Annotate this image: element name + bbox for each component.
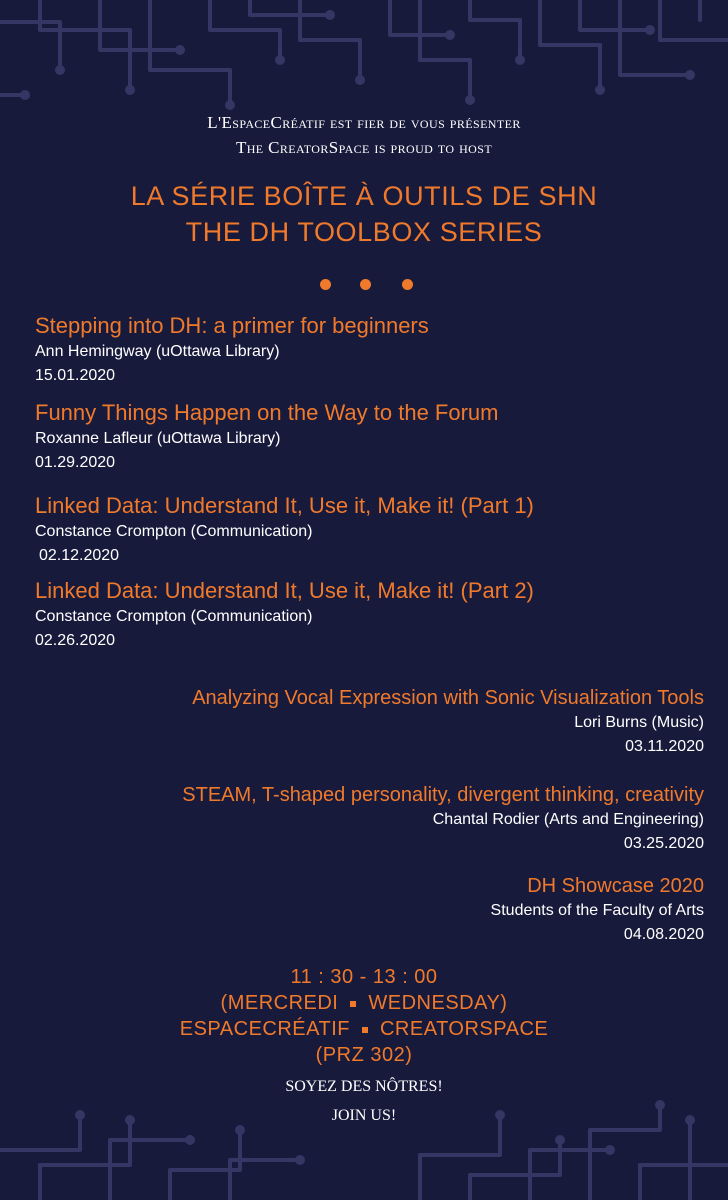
session-speaker: Constance Crompton (Communication) [35,608,313,625]
square-bullet-icon [350,1001,356,1007]
session-speaker: Lori Burns (Music) [574,714,704,731]
event-details [0,964,728,1068]
join-us-fr: SOYEZ DES NÔTRES! [285,1078,443,1095]
session-title: Funny Things Happen on the Way to the Forum [35,400,499,425]
intro-line-fr: L'EspaceCréatif est fier de vous présenter [207,113,521,132]
event-day-fr: (MERCREDI [220,992,339,1014]
separator-dots [316,279,416,291]
session-title: Linked Data: Understand It, Use it, Make it! (Part 1) [35,493,534,518]
session-date: 03.25.2020 [623,835,704,852]
dot-icon [320,279,331,290]
session-date: 04.08.2020 [623,926,704,943]
event-place [0,1016,728,1042]
event-place-en: CREATORSPACE [379,1018,549,1040]
join-us-en: JOIN US! [331,1107,397,1124]
session-date: 03.11.2020 [625,738,704,755]
session-speaker: Roxanne Lafleur (uOttawa Library) [35,430,281,447]
event-time: 11 : 30 - 13 : 00 [290,966,438,988]
session-speaker: Students of the Faculty of Arts [490,902,704,919]
session-date: 02.26.2020 [35,632,116,649]
session-date: 01.29.2020 [35,454,116,471]
event-day [0,990,728,1016]
session-speaker: Constance Crompton (Communication) [35,523,313,540]
session-title: Analyzing Vocal Expression with Sonic Visualization Tools [192,687,704,709]
session-speaker: Chantal Rodier (Arts and Engineering) [432,811,704,828]
intro-line-en: The CreatorSpace is proud to host [235,138,493,157]
join-us [0,1072,728,1130]
session-item [192,685,704,759]
session-title: DH Showcase 2020 [527,875,704,897]
session-speaker: Ann Hemingway (uOttawa Library) [35,343,280,360]
session-item [35,577,534,653]
session-title: STEAM, T-shaped personality, divergent thinking, creativity [182,784,704,806]
session-title: Linked Data: Understand It, Use it, Make it! (Part 2) [35,578,534,603]
dot-icon [360,279,371,290]
session-item [35,312,429,388]
square-bullet-icon [362,1027,368,1033]
session-item [182,782,704,856]
event-place-fr: ESPACECRÉATIF [179,1018,350,1040]
series-title [0,178,728,250]
series-title-fr: LA SÉRIE BOÎTE À OUTILS DE SHN [130,181,598,211]
session-date: 15.01.2020 [35,367,116,384]
session-title: Stepping into DH: a primer for beginners [35,313,429,338]
dot-icon [402,279,413,290]
event-day-en: WEDNESDAY) [368,992,508,1014]
series-title-en: THE DH TOOLBOX SERIES [185,217,543,247]
intro-text [0,110,728,160]
session-item [35,492,534,568]
event-room: (PRZ 302) [315,1044,413,1066]
session-item [35,399,498,475]
session-item [491,873,704,947]
session-date: 02.12.2020 [39,547,120,564]
